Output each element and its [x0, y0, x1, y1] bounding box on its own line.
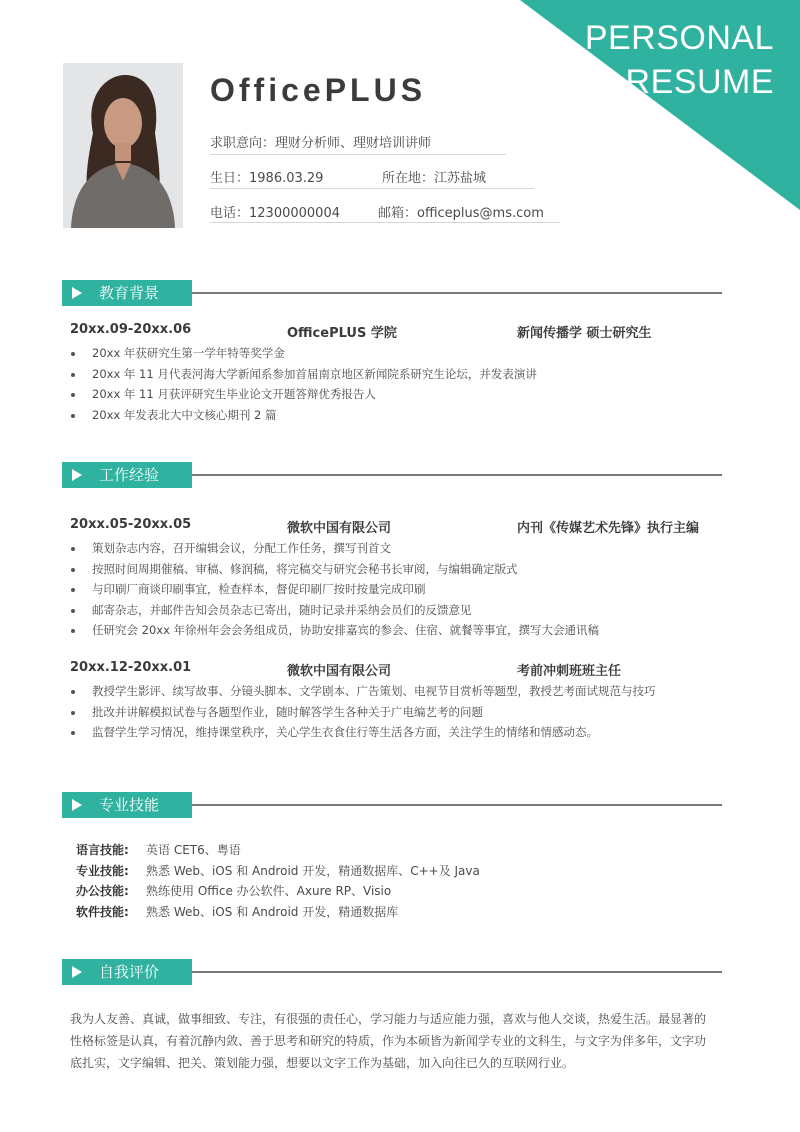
skill-value: 熟悉 Web、iOS 和 Android 开发，精通数据库、C++及 Java	[146, 863, 480, 878]
divider	[210, 222, 560, 223]
education-major: 新闻传播学 硕士研究生	[517, 326, 652, 341]
skill-label: 办公技能:	[76, 884, 129, 898]
phone-row	[210, 202, 340, 221]
section-divider	[192, 971, 722, 973]
section-title: 教育背景	[99, 284, 160, 302]
job-duty-list	[70, 681, 656, 743]
skill-value: 熟练使用 Office 办公软件、Axure RP、Visio	[146, 884, 392, 898]
phone-value: 12300000004	[249, 206, 340, 221]
list-item: 按照时间周期催稿、审稿、修润稿，将完稿交与研究会秘书长审阅，与编辑确定版式	[70, 559, 599, 580]
skill-label: 语言技能:	[76, 843, 129, 857]
banner-line-2: RESUME	[625, 63, 774, 101]
section-title: 工作经验	[99, 466, 160, 484]
email-row	[378, 202, 544, 221]
play-triangle-icon	[72, 469, 82, 481]
list-item: 邮寄杂志，并邮件告知会员杂志已寄出，随时记录并采纳会员们的反馈意见	[70, 600, 599, 621]
job-date: 20xx.12-20xx.01	[70, 660, 192, 675]
profile-photo	[63, 63, 183, 228]
list-item: 20xx 年 11 月代表河海大学新闻系参加首届南京地区新闻院系研究生论坛，并发表演讲	[70, 364, 537, 385]
play-triangle-icon	[72, 799, 82, 811]
banner-line-1: PERSONAL	[584, 19, 774, 57]
section-evaluation	[62, 959, 722, 985]
job-company: 微软中国有限公司	[287, 664, 392, 679]
education-date: 20xx.09-20xx.06	[70, 322, 192, 337]
skill-row	[76, 881, 480, 902]
skills-list	[76, 840, 480, 922]
skill-row	[76, 840, 480, 861]
list-item: 策划杂志内容，召开编辑会议，分配工作任务，撰写刊首文	[70, 538, 599, 559]
skill-label: 软件技能:	[76, 904, 129, 919]
phone-label: 电话：	[210, 206, 250, 221]
list-item: 20xx 年发表北大中文核心期刊 2 篇	[70, 405, 537, 426]
list-item: 监督学生学习情况，维持课堂秩序，关心学生衣食住行等生活各方面，关注学生的情绪和情感动态。	[70, 722, 656, 743]
location-value: 江苏盐城	[434, 171, 487, 186]
section-work	[62, 462, 722, 488]
job-position: 内刊《传媒艺术先锋》执行主编	[517, 521, 700, 536]
skill-row	[76, 861, 480, 882]
location-label: 所在地：	[382, 171, 435, 186]
email-label: 邮箱：	[378, 206, 418, 221]
education-list	[70, 343, 537, 425]
job-company: 微软中国有限公司	[287, 521, 392, 536]
birth-row	[210, 167, 323, 186]
objective-row	[210, 132, 431, 151]
resume-banner-text	[585, 16, 774, 104]
list-item: 教授学生影评、续写故事、分镜头脚本、文学剧本、广告策划、电视节目赏析等题型，教授艺考面试规范与技巧	[70, 681, 656, 702]
play-triangle-icon	[72, 287, 82, 299]
section-skills	[62, 792, 722, 818]
list-item: 任研究会 20xx 年徐州年会会务组成员，协助安排嘉宾的参会、住宿、就餐等事宜，撰写大会通讯稿	[70, 620, 599, 641]
section-title: 专业技能	[99, 796, 160, 814]
email-value: officeplus@ms.com	[417, 206, 544, 221]
list-item: 20xx 年 11 月获评研究生毕业论文开题答辩优秀报告人	[70, 384, 537, 405]
list-item: 与印刷厂商谈印刷事宜，检查样本，督促印刷厂按时按量完成印刷	[70, 579, 599, 600]
job-row	[70, 660, 730, 678]
self-evaluation-text: 我为人友善、真诚，做事细致、专注，有很强的责任心，学习能力与适应能力强，喜欢与他人交谈，热爱生活。最显著的性格标签是认真，有着沉静内敛、善于思考和研究的特质，作为本硕皆为新闻学专业的文科生，与文字为伴多年，文字功底扎实，文字编辑、把关、策划能力强，想要以文字工作为基础，加入向往已久的互联网行业。	[70, 1012, 707, 1070]
candidate-name: OfficePLUS	[210, 72, 427, 108]
skill-label: 专业技能:	[76, 863, 129, 878]
divider	[210, 188, 534, 189]
objective-value: 理财分析师、理财培训讲师	[275, 136, 432, 151]
skill-row	[76, 902, 480, 923]
job-duty-list	[70, 538, 599, 641]
list-item: 批改并讲解模拟试卷与各题型作业，随时解答学生各种关于广电编艺考的问题	[70, 702, 656, 723]
job-position: 考前冲刺班班主任	[517, 664, 622, 679]
play-triangle-icon	[72, 966, 82, 978]
section-divider	[192, 804, 722, 806]
job-row	[70, 517, 730, 535]
section-title: 自我评价	[99, 963, 160, 981]
birth-value: 1986.03.29	[249, 171, 324, 186]
section-divider	[192, 292, 722, 294]
job-date: 20xx.05-20xx.05	[70, 517, 192, 532]
divider	[210, 154, 506, 155]
section-education	[62, 280, 722, 306]
list-item: 20xx 年获研究生第一学年特等奖学金	[70, 343, 537, 364]
section-divider	[192, 474, 722, 476]
education-row	[70, 322, 730, 340]
objective-label: 求职意向：	[210, 136, 276, 151]
skill-value: 英语 CET6、粤语	[146, 843, 241, 857]
skill-value: 熟悉 Web、iOS 和 Android 开发，精通数据库	[146, 904, 399, 919]
birth-label: 生日：	[210, 171, 250, 186]
education-school: OfficePLUS 学院	[287, 326, 397, 341]
location-row	[382, 167, 486, 186]
